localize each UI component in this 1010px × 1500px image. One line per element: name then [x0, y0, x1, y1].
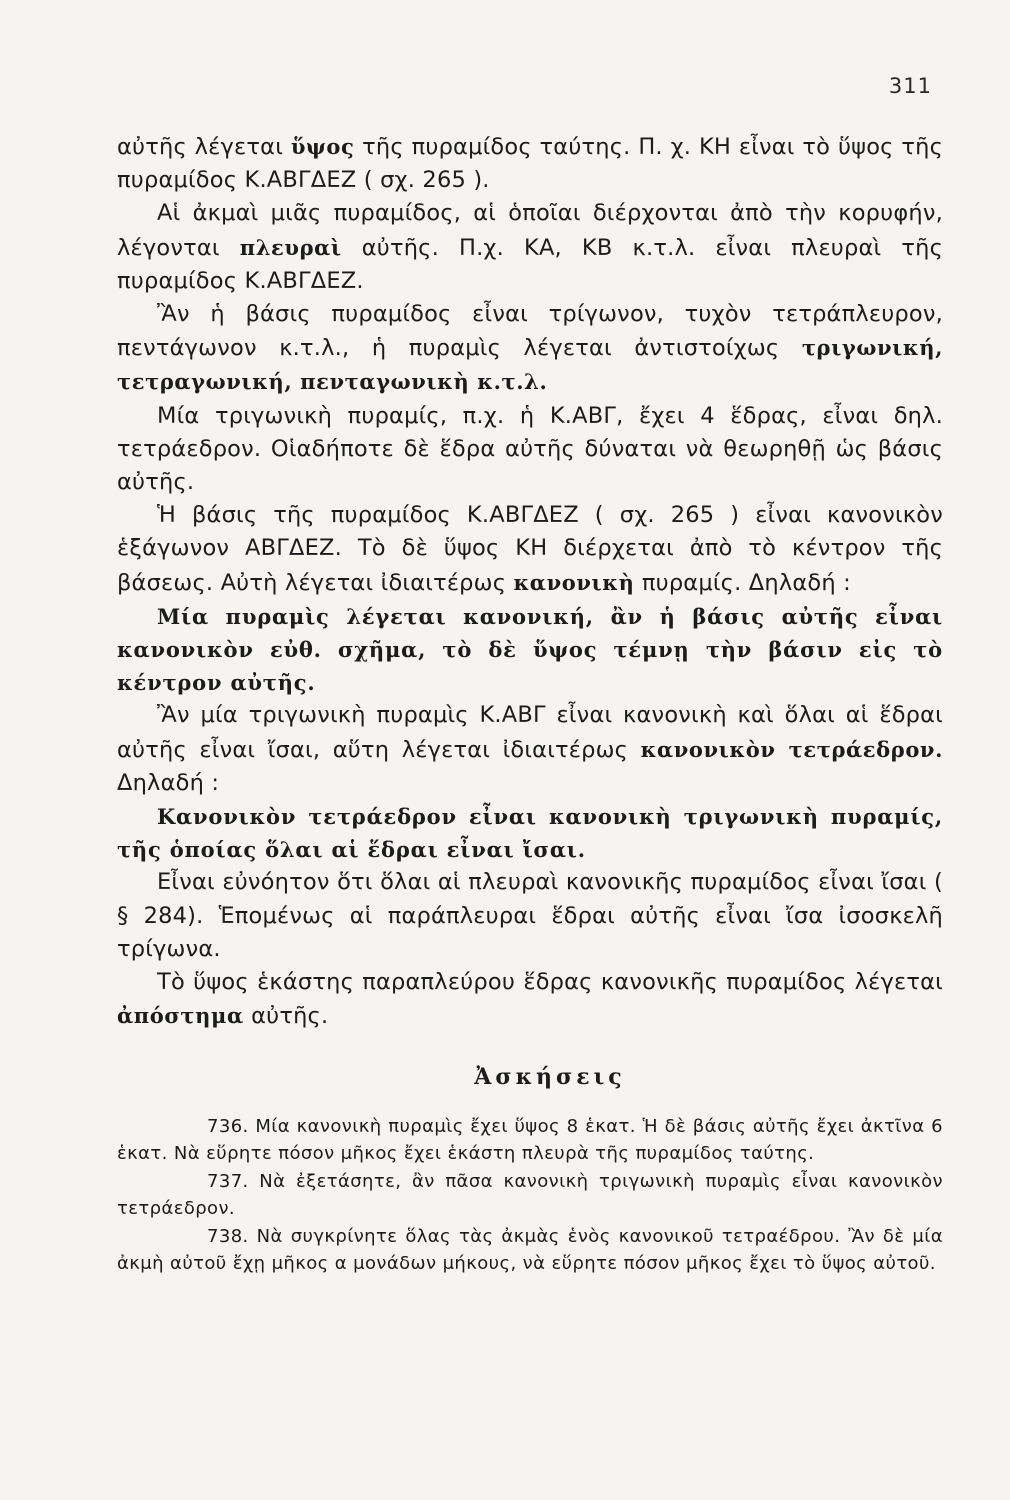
- term-height: ὕψος: [290, 134, 355, 159]
- paragraph-lateral-faces: [117, 866, 943, 966]
- paragraph-apothem: [117, 966, 943, 1033]
- term-regular-tetrahedron: κανονικὸν τετράεδρον.: [640, 736, 944, 762]
- paragraph-text: Τὸ ὕψος ἑκάστης παραπλεύρου ἕδρας κανονικῆς πυραμίδος λέγεται: [157, 969, 943, 996]
- paragraph-text: αὐτῆς. Π.χ. ΚΑ, ΚΒ κ.τ.λ. εἶναι πλευραὶ τῆς πυραμίδος Κ.ΑΒΓΔΕΖ.: [117, 234, 943, 294]
- term-pyramid-types: τριγωνική, τετραγωνική, πενταγωνικὴ κ.τ.λ.: [117, 335, 943, 395]
- paragraph-tetrahedron: [117, 400, 943, 500]
- paragraph-text: τῆς πυραμίδος ταύτης. Π. χ. ΚΗ εἶναι τὸ ὕψος τῆς πυραμίδος Κ.ΑΒΓΔΕΖ ( σχ. 265 ).: [117, 134, 943, 194]
- exercises-heading: Ἀσκήσεις: [474, 1064, 626, 1091]
- paragraph-text: Αἱ ἀκμαὶ μιᾶς πυραμίδος, αἱ ὁποῖαι διέρχονται ἀπὸ τὴν κορυφήν, λέγονται: [117, 200, 943, 261]
- paragraph-text: Ἂν μία τριγωνικὴ πυραμὶς Κ.ΑΒΓ εἶναι κανονικὴ καὶ ὅλαι αἱ ἕδραι αὐτῆς εἶναι ἴσαι, αὕτη λέγεται ἰδιαιτέρως: [117, 702, 943, 763]
- exercise-item: 736. Μία κανονικὴ πυραμὶς ἔχει ὕψος 8 ἑκατ. Ἡ δὲ βάσις αὐτῆς ἔχει ἀκτῖνα 6 ἑκατ. Νὰ εὕρητε πόσον μῆκος ἔχει ἑκάστη πλευρὰ τῆς πυραμίδος ταύτης.: [117, 1115, 943, 1165]
- paragraph-text: αὐτῆς λέγεται: [117, 134, 291, 160]
- paragraph-pyramid-types: [117, 298, 943, 400]
- paragraph-text: Μία τριγωνικὴ πυραμίς, π.χ. ἡ Κ.ΑΒΓ, ἔχει 4 ἕδρας, εἶναι δηλ. τετράεδρον. Οἱαδήποτε δὲ ἕδρα αὐτῆς δύναται νὰ θεωρηθῇ ὡς βάσις αὐτῆς.: [117, 402, 943, 496]
- page-number: 311: [888, 74, 932, 98]
- paragraph-text: Ἡ βάσις τῆς πυραμίδος Κ.ΑΒΓΔΕΖ ( σχ. 265 ) εἶναι κανονικὸν ἑξάγωνον ΑΒΓΔΕΖ. Τὸ δὲ ὕψος ΚΗ διέρχεται ἀπὸ τὸ κέντρον τῆς βάσεως. Αὐτὴ λέγεται ἰδιαιτέρως: [117, 502, 943, 596]
- paragraph-text: Ἂν ἡ βάσις πυραμίδος εἶναι τρίγωνον, τυχὸν τετράπλευρον, πεντάγωνον κ.τ.λ., ἡ πυραμὶς λέγεται ἀντιστοίχως: [117, 301, 943, 362]
- term-edges: πλευραὶ: [239, 234, 342, 260]
- page-body: [117, 130, 943, 1278]
- paragraph-text: αὐτῆς.: [243, 1003, 329, 1030]
- term-regular: κανονικὴ: [513, 569, 635, 595]
- exercise-item: 737. Νὰ ἐξετάσητε, ἂν πᾶσα κανονικὴ τριγωνικὴ πυραμὶς εἶναι κανονικὸν τετράεδρον.: [117, 1170, 943, 1220]
- paragraph-regular-pyramid: [117, 499, 943, 600]
- exercise-item: 738. Νὰ συγκρίνητε ὅλας τὰς ἀκμὰς ἑνὸς κανονικοῦ τετραέδρου. Ἂν δὲ μία ἀκμὴ αὐτοῦ ἔχῃ μῆκος α μονάδων μήκους, νὰ εὕρητε πόσον μῆκος ἔχει τὸ ὕψος αὐτοῦ.: [117, 1225, 943, 1275]
- exercises-list: [117, 1113, 943, 1278]
- definition-regular-pyramid: Μία πυραμὶς λέγεται κανονική, ἂν ἡ βάσις αὐτῆς εἶναι κανονικὸν εὐθ. σχῆμα, τὸ δὲ ὕψος τέμνῃ τὴν βάσιν εἰς τὸ κέντρον αὐτῆς.: [117, 603, 943, 696]
- paragraph-text: Δηλαδή :: [117, 769, 220, 796]
- paragraph-edges: [117, 197, 943, 298]
- paragraph-regular-tetrahedron: [117, 699, 943, 800]
- paragraph-height: [117, 130, 943, 197]
- paragraph-text: Εἶναι εὐνόητον ὅτι ὅλαι αἱ πλευραὶ κανονικῆς πυραμίδος εἶναι ἴσαι ( § 284). Ἑπομένως αἱ παράπλευραι ἕδραι αὐτῆς εἶναι ἴσα ἰσοσκελῆ τρίγωνα.: [117, 869, 943, 962]
- term-apothem: ἀπόστημα: [117, 1003, 244, 1029]
- definition-regular-tetrahedron: Κανονικὸν τετράεδρον εἶναι κανονικὴ τριγωνικὴ πυραμίς, τῆς ὁποίας ὅλαι αἱ ἕδραι εἶναι ἴσαι.: [117, 804, 943, 863]
- paragraph-text: πυραμίς. Δηλαδή :: [634, 569, 851, 596]
